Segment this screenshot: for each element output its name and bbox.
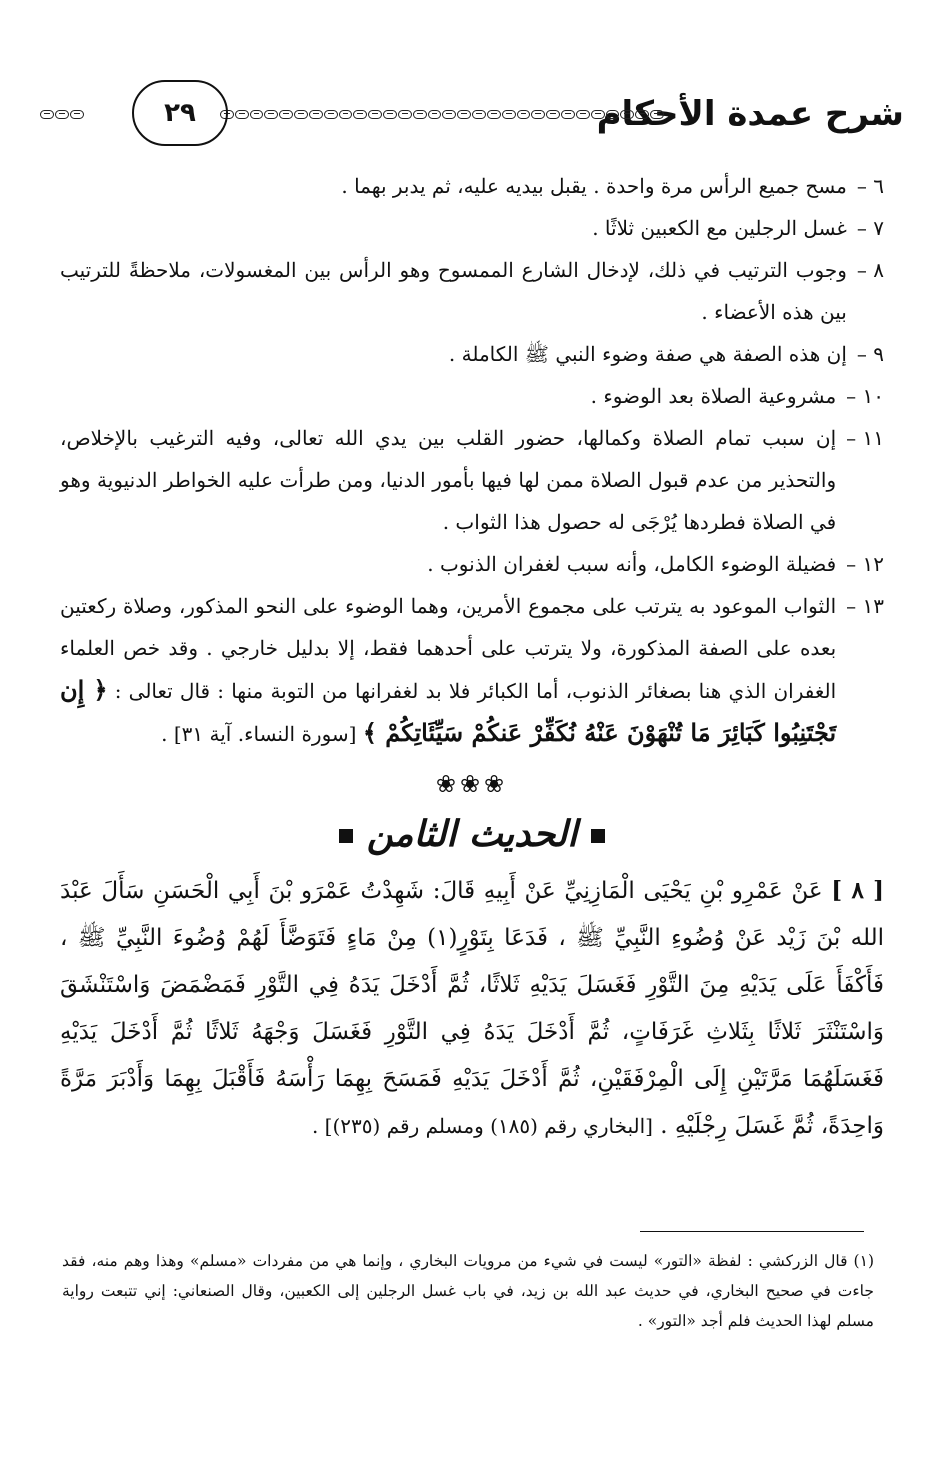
ornament-chain bbox=[220, 110, 664, 126]
list-item bbox=[60, 207, 884, 249]
item-text: مسح جميع الرأس مرة واحدة . يقبل بيديه عليه، ثم يدبر بهما . bbox=[341, 174, 847, 198]
page-number: ٢٩ bbox=[132, 80, 228, 146]
quran-verse: ﴿ إِن تَجْتَنِبُوا كَبَائِرَ مَا تُنْهَوْنَ عَنْهُ نُكَفِّرْ عَنكُمْ سَيِّئَاتِكُمْ ﴾ bbox=[60, 675, 837, 747]
main-content bbox=[60, 165, 884, 1150]
list-item bbox=[60, 165, 884, 207]
book-title: شرح عمدة الأحكام bbox=[596, 94, 904, 134]
item-text bbox=[60, 585, 836, 755]
hadith-title-text: الحديث الثامن bbox=[366, 814, 578, 855]
item-text: فضيلة الوضوء الكامل، وأنه سبب لغفران الذنوب . bbox=[427, 552, 837, 576]
list-item bbox=[60, 417, 884, 543]
item-text: إن سبب تمام الصلاة وكمالها، حضور القلب بين يدي الله تعالى، وفيه الترغيب بالإخلاص، والتحذير من عدم قبول الصلاة ممن لها فيها بأمور الدنيا، ومن طرأت عليه الخواطر الدنيوية وهو في الصلاة فطردها يُرْجَى له حصول هذا الثواب . bbox=[60, 426, 837, 534]
item-number: ١٠ – bbox=[846, 384, 884, 408]
item-number: ١٢ – bbox=[846, 552, 884, 576]
square-bullet-icon bbox=[591, 829, 605, 843]
footnote-divider bbox=[640, 1231, 864, 1232]
item-text: مشروعية الصلاة بعد الوضوء . bbox=[590, 384, 837, 408]
list-item bbox=[60, 333, 884, 375]
hadith-title bbox=[60, 805, 884, 865]
item-text: إن هذه الصفة هي صفة وضوء النبي ﷺ الكاملة . bbox=[448, 342, 847, 366]
hadith-number: [ ٨ ] bbox=[831, 877, 885, 904]
item-number: ٩ – bbox=[856, 342, 884, 366]
list-item bbox=[60, 585, 884, 755]
item-number: ٧ – bbox=[856, 216, 884, 240]
verse-citation: [سورة النساء. آية ٣١] . bbox=[161, 722, 357, 746]
hadith-body: عَنْ عَمْرِو بْنِ يَحْيَى الْمَازِنِيِّ عَنْ أَبِيهِ قَالَ: شَهِدْتُ عَمْرَو بْنَ أَبِي الْحَسَنِ سَأَلَ عَبْدَ الله بْنَ زَيْد عَنْ وُضُوءِ النَّبِيِّ ﷺ ، فَدَعَا بِتَوْرٍ(١) مِنْ مَاءٍ فَتَوَضَّأَ لَهُمْ وُضُوءَ النَّبِيِّ ﷺ ، فَأَكْفَأَ عَلَى يَدَيْهِ مِنَ التَّوْرِ فَغَسَلَ يَدَيْهِ ثَلاثًا، ثُمَّ أَدْخَلَ يَدَهُ فِي التَّوْرِ فَمَضْمَضَ وَاسْتَنْشَقَ وَاسْتَنْثَرَ ثَلاثًا بِثَلاثِ غَرَفَاتٍ، ثُمَّ أَدْخَلَ يَدَهُ فِي التَّوْرِ فَغَسَلَ وَجْهَهُ ثَلاثًا ثُمَّ أَدْخَلَ يَدَيْهِ فَغَسَلَهُمَا مَرَّتَيْنِ إِلَى الْمِرْفَقَيْنِ، ثُمَّ أَدْخَلَ يَدَيْهِ فَمَسَحَ بِهِمَا رَأْسَهُ فَأَقْبَلَ بِهِمَا وَأَدْبَرَ مَرَّةً وَاحِدَةً، ثُمَّ غَسَلَ رِجْلَيْهِ . bbox=[60, 878, 884, 1139]
list-item bbox=[60, 543, 884, 585]
item-text: وجوب الترتيب في ذلك، لإدخال الشارع الممسوح وهو الرأس بين المغسولات، ملاحظةً للترتيب بين هذه الأعضاء . bbox=[60, 258, 847, 324]
item-number: ١١ – bbox=[846, 426, 884, 450]
item-number: ٨ – bbox=[856, 258, 884, 282]
page-header bbox=[40, 80, 904, 160]
footnote: (١) قال الزركشي : لفظة «التور» ليست في شيء من مرويات البخاري ، وإنما هي من مفردات «مسلم» وهذا وهم منه، فقد جاءت في صحيح البخاري، في حديث عبد الله بن زيد، في باب غسل الرجلين إلى الكعبين، وقال الصنعاني: إني تتبعت رواية مسلم لهذا الحديث فلم أجد «التور» . bbox=[62, 1252, 874, 1330]
list-item bbox=[60, 375, 884, 417]
hadith-reference: [البخاري رقم (١٨٥) ومسلم رقم (٢٣٥)] . bbox=[311, 1114, 653, 1138]
item-number: ٦ – bbox=[856, 174, 884, 198]
list-item bbox=[60, 249, 884, 333]
hadith-text bbox=[60, 867, 884, 1150]
item-number: ١٣ – bbox=[846, 594, 884, 618]
square-bullet-icon bbox=[339, 829, 353, 843]
item-text: غسل الرجلين مع الكعبين ثلاثًا . bbox=[592, 216, 847, 240]
section-separator: ❀❀❀ bbox=[435, 770, 509, 798]
item-body: الثواب الموعود به يترتب على مجموع الأمرين، وهما الوضوء على النحو المذكور، وصلاة ركعتين بعده على الصفة المذكورة، ولا يترتب على أحدهما فقط، إلا بدليل خارجي . وقد خص العلماء الغفران الذي هنا بصغائر الذنوب، أما الكبائر فلا بد لغفرانها من التوبة منها : قال تعالى : bbox=[60, 594, 837, 703]
ornament-chain-small bbox=[40, 110, 92, 126]
